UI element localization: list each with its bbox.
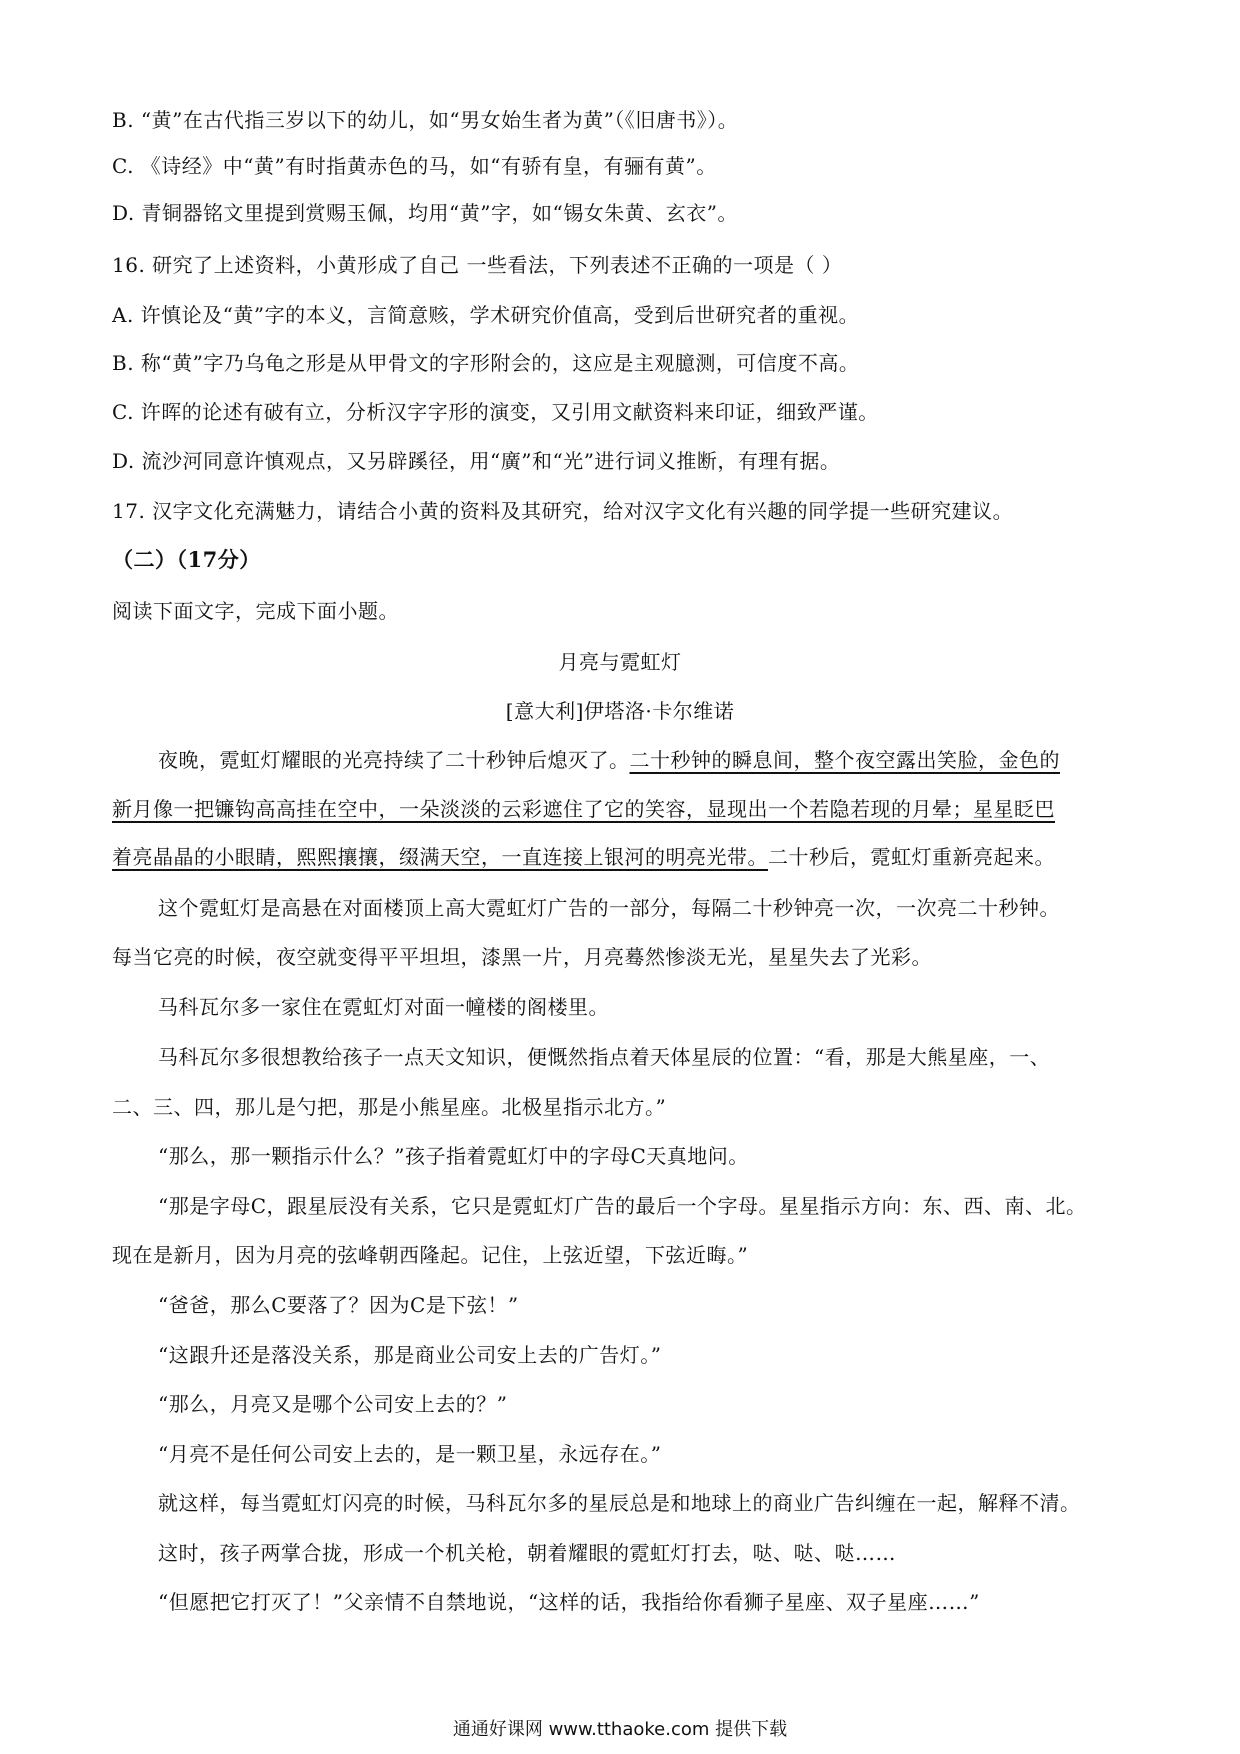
section-instruction: 阅读下面文字，完成下面小题。 xyxy=(112,599,399,623)
q16-option-d: D. 流沙河同意许慎观点，又另辟蹊径，用“廣”和“光”进行词义推断，有理有据。 xyxy=(112,449,841,473)
q17-stem: 17. 汉字文化充满魅力，请结合小黄的资料及其研究，给对汉字文化有兴趣的同学提一些研究建议。 xyxy=(112,499,1014,523)
story-paragraph-6-line-2: 现在是新月，因为月亮的弦峰朝西隆起。记住，上弦近望，下弦近晦。” xyxy=(112,1243,749,1267)
story-paragraph-13: “但愿把它打灭了！”父亲情不自禁地说，“这样的话，我指给你看狮子星座、双子星座……” xyxy=(158,1590,980,1614)
underlined-passage: 着亮晶晶的小眼睛，熙熙攘攘，缀满天空，一直连接上银河的明亮光带。 xyxy=(112,845,768,869)
q15-option-b: B. “黄”在古代指三岁以下的幼儿，如“男女始生者为黄”（《旧唐书》）。 xyxy=(112,108,739,132)
story-paragraph-2-line-1: 这个霓虹灯是高悬在对面楼顶上高大霓虹灯广告的一部分，每隔二十秒钟亮一次，一次亮二十秒钟。 xyxy=(158,896,1060,920)
story-paragraph-12: 这时，孩子两掌合拢，形成一个机关枪，朝着耀眼的霓虹灯打去，哒、哒、哒…… xyxy=(158,1541,896,1565)
story-paragraph-1-line-3 xyxy=(112,843,1055,871)
story-paragraph-1-line-2 xyxy=(112,795,1055,823)
story-author: [意大利]伊塔洛·卡尔维诺 xyxy=(505,699,735,723)
underlined-passage: 新月像一把镰钩高高挂在空中，一朵淡淡的云彩遮住了它的笑容，显现出一个若隐若现的月晕；星星眨巴 xyxy=(112,797,1055,821)
q16-option-b: B. 称“黄”字乃乌龟之形是从甲骨文的字形附会的，这应是主观臆测，可信度不高。 xyxy=(112,351,860,375)
q16-option-a: A. 许慎论及“黄”字的本义，言简意赅，学术研究价值高，受到后世研究者的重视。 xyxy=(112,303,860,327)
underlined-passage: 二十秒钟的瞬息间，整个夜空露出笑脸，金色的 xyxy=(629,748,1060,772)
plain-text: 夜晚，霓虹灯耀眼的光亮持续了二十秒钟后熄灭了。 xyxy=(158,748,630,772)
story-paragraph-4-line-1: 马科瓦尔多很想教给孩子一点天文知识，便慨然指点着天体星辰的位置：“看，那是大熊星座，一、 xyxy=(158,1045,1051,1069)
plain-text: 二十秒后，霓虹灯重新亮起来。 xyxy=(768,845,1055,869)
q15-option-d: D. 青铜器铭文里提到赏赐玉佩，均用“黄”字，如“锡女朱黄、玄衣”。 xyxy=(112,201,738,225)
story-paragraph-3: 马科瓦尔多一家住在霓虹灯对面一幢楼的阁楼里。 xyxy=(158,995,609,1019)
story-paragraph-4-line-2: 二、三、四，那儿是勺把，那是小熊星座。北极星指示北方。” xyxy=(112,1095,667,1119)
story-paragraph-10: “月亮不是任何公司安上去的，是一颗卫星，永远存在。” xyxy=(158,1442,662,1466)
story-paragraph-9: “那么，月亮又是哪个公司安上去的？” xyxy=(158,1392,508,1416)
story-paragraph-1-line-1 xyxy=(158,746,1060,774)
story-paragraph-7: “爸爸，那么C要落了？因为C是下弦！” xyxy=(158,1293,519,1317)
story-paragraph-6-line-1: “那是字母C，跟星辰没有关系，它只是霓虹灯广告的最后一个字母。星星指示方向：东、西、南、北。 xyxy=(158,1194,1087,1218)
story-title: 月亮与霓虹灯 xyxy=(558,650,682,674)
section-heading: （二）（17分） xyxy=(112,547,261,572)
story-paragraph-5: “那么，那一颗指示什么？”孩子指着霓虹灯中的字母C天真地问。 xyxy=(158,1144,749,1168)
q15-option-c: C. 《诗经》中“黄”有时指黄赤色的马，如“有骄有皇，有骊有黄”。 xyxy=(112,154,717,178)
page-footer: 通通好课网 www.tthaoke.com 提供下载 xyxy=(452,1719,788,1740)
q16-stem: 16. 研究了上述资料，小黄形成了自己 一些看法，下列表述不正确的一项是（ ） xyxy=(112,253,843,277)
story-paragraph-2-line-2: 每当它亮的时候，夜空就变得平平坦坦，漆黑一片，月亮蓦然惨淡无光，星星失去了光彩。 xyxy=(112,945,932,969)
story-paragraph-11: 就这样，每当霓虹灯闪亮的时候，马科瓦尔多的星辰总是和地球上的商业广告纠缠在一起，解释不清。 xyxy=(158,1491,1081,1515)
q16-option-c: C. 许晖的论述有破有立，分析汉字字形的演变，又引用文献资料来印证，细致严谨。 xyxy=(112,400,879,424)
story-paragraph-8: “这跟升还是落没关系，那是商业公司安上去的广告灯。” xyxy=(158,1343,662,1367)
